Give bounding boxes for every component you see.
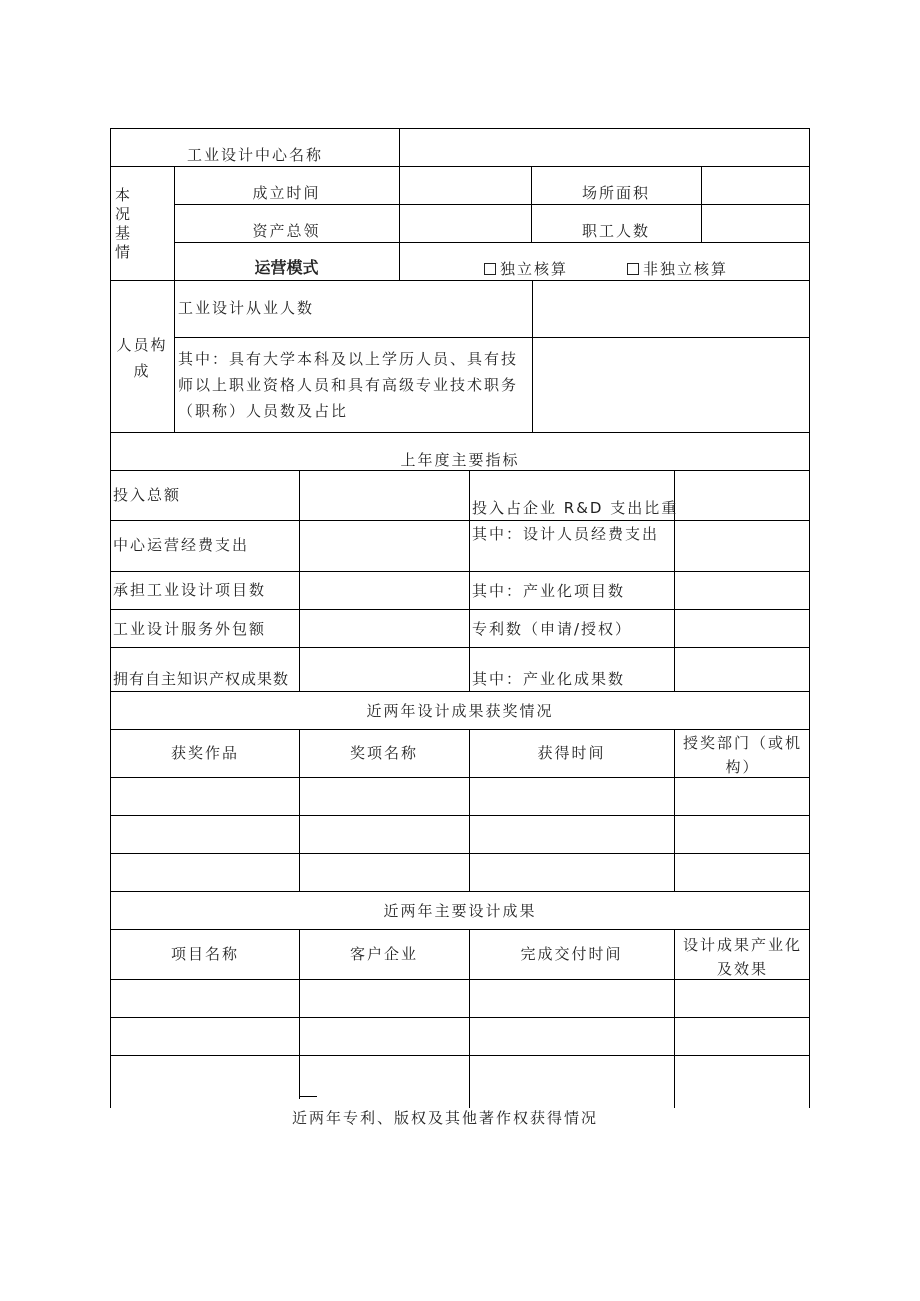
basic-side-label-2: 况 [115, 205, 133, 223]
indicator-right-label: 其中：设计人员经费支出 [472, 525, 660, 543]
indicator-left-label: 工业设计服务外包额 [113, 620, 267, 638]
indicators-title: 上年度主要指标 [400, 451, 520, 469]
rule [110, 571, 810, 572]
rule [110, 166, 810, 167]
achievements-header-project: 项目名称 [170, 945, 239, 963]
awards-title: 近两年设计成果获奖情况 [366, 702, 554, 720]
rule [110, 929, 810, 930]
rule [299, 470, 300, 691]
awards-header-issuer: 授奖部门（或机构） [682, 734, 802, 776]
qualified-staff-label: 其中：具有大学本科及以上学历人员、具有技师以上职业资格人员和具有高级专业技术职务（职称）人员数及占比 [178, 350, 519, 420]
operating-mode-label: 运营模式 [254, 258, 319, 277]
rule [701, 166, 702, 242]
rule [174, 204, 810, 205]
rule [110, 1055, 810, 1056]
indicator-left-label: 拥有自主知识产权成果数 [113, 670, 290, 688]
rule [110, 891, 810, 892]
indicator-right-label: 其中：产业化项目数 [472, 582, 626, 600]
founded-label: 成立时间 [252, 184, 321, 202]
total-assets-label: 资产总领 [252, 222, 321, 240]
rule [674, 929, 675, 1108]
site-area-label: 场所面积 [581, 184, 650, 202]
practitioners-label: 工业设计从业人数 [178, 299, 315, 317]
indicator-left-label: 承担工业设计项目数 [113, 581, 267, 599]
staff-count-label: 职工人数 [581, 222, 650, 240]
option-independent[interactable] [484, 259, 568, 279]
center-name-label: 工业设计中心名称 [186, 146, 323, 164]
indicator-left-label: 投入总额 [113, 486, 182, 504]
rule [469, 470, 470, 691]
rule [110, 815, 810, 816]
rule [110, 729, 810, 730]
rule [110, 647, 810, 648]
indicator-left-label: 中心运营经费支出 [113, 536, 250, 554]
awards-header-date: 获得时间 [537, 744, 606, 762]
rule [110, 128, 810, 129]
rule [110, 520, 810, 521]
rule [174, 337, 810, 338]
rule [110, 1017, 810, 1018]
rule [110, 470, 810, 471]
option-non-independent-label: 非独立核算 [643, 260, 729, 278]
rule [110, 432, 810, 433]
achievements-header-effect: 设计成果产业化及效果 [682, 936, 802, 978]
rule [110, 609, 810, 610]
achievements-header-delivery: 完成交付时间 [520, 945, 623, 963]
rule [174, 280, 175, 432]
option-non-independent[interactable] [627, 259, 728, 279]
checkbox-icon[interactable] [627, 263, 639, 275]
basic-side-label-1: 本 [115, 186, 133, 204]
indicator-right-label: 投入占企业 R&D 支出比重 [472, 499, 679, 517]
awards-header-work: 获奖作品 [170, 744, 239, 762]
rule [174, 242, 810, 243]
basic-side-label-3: 基 [115, 224, 133, 242]
rule [110, 853, 810, 854]
achievements-header-client: 客户企业 [349, 945, 418, 963]
achievements-title: 近两年主要设计成果 [383, 902, 537, 920]
rule [110, 691, 810, 692]
rule [300, 1096, 317, 1097]
rule [809, 128, 810, 1108]
rule [532, 280, 533, 432]
indicator-right-label: 其中：产业化成果数 [472, 670, 626, 688]
rule [110, 280, 810, 281]
awards-header-award: 奖项名称 [349, 744, 418, 762]
footer-title: 近两年专利、版权及其他著作权获得情况 [292, 1109, 599, 1127]
option-independent-label: 独立核算 [500, 260, 569, 278]
basic-side-label-4: 情 [115, 243, 133, 261]
checkbox-icon[interactable] [484, 263, 496, 275]
rule [674, 729, 675, 891]
personnel-side-label: 人员构成 [116, 336, 168, 380]
indicator-right-label: 专利数（申请/授权） [472, 620, 633, 638]
